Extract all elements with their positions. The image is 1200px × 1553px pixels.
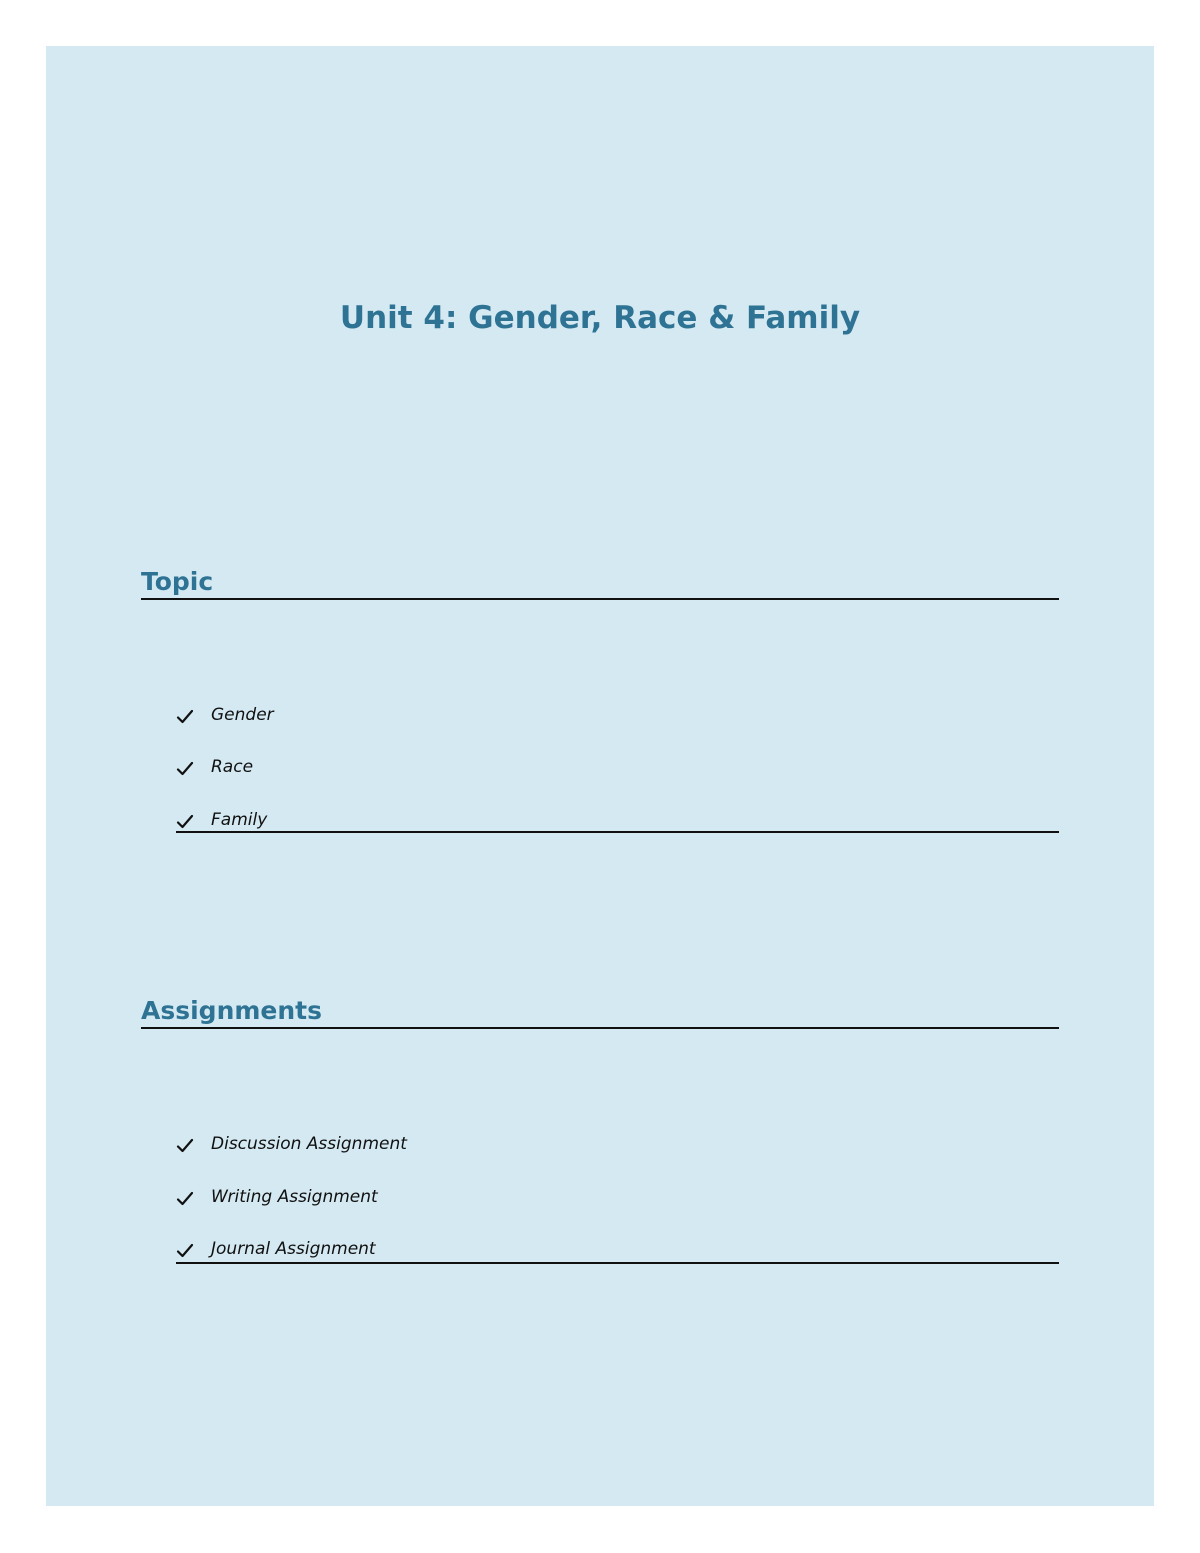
topic-heading-rule [141,598,1059,600]
assignments-list-rule [176,1262,1059,1264]
check-icon [176,1242,194,1260]
document-title: Unit 4: Gender, Race & Family [339,300,861,336]
topic-list-rule [176,831,1059,833]
list-item [176,1234,376,1260]
list-item-label: Journal Assignment [211,1239,376,1259]
check-icon [176,1137,194,1155]
list-item [176,805,268,831]
list-item-label: Race [211,757,254,777]
check-icon [176,760,194,778]
list-item [176,1182,378,1208]
list-item-label: Writing Assignment [211,1187,378,1207]
list-item-label: Family [211,810,268,830]
check-icon [176,1190,194,1208]
assignments-heading-rule [141,1027,1059,1029]
list-item [176,1129,407,1155]
list-item-label: Gender [211,705,274,725]
section-heading-topic: Topic [141,567,214,596]
check-icon [176,813,194,831]
list-item-label: Discussion Assignment [211,1134,407,1154]
check-icon [176,708,194,726]
list-item [176,752,254,778]
list-item [176,700,274,726]
section-heading-assignments: Assignments [141,996,323,1025]
